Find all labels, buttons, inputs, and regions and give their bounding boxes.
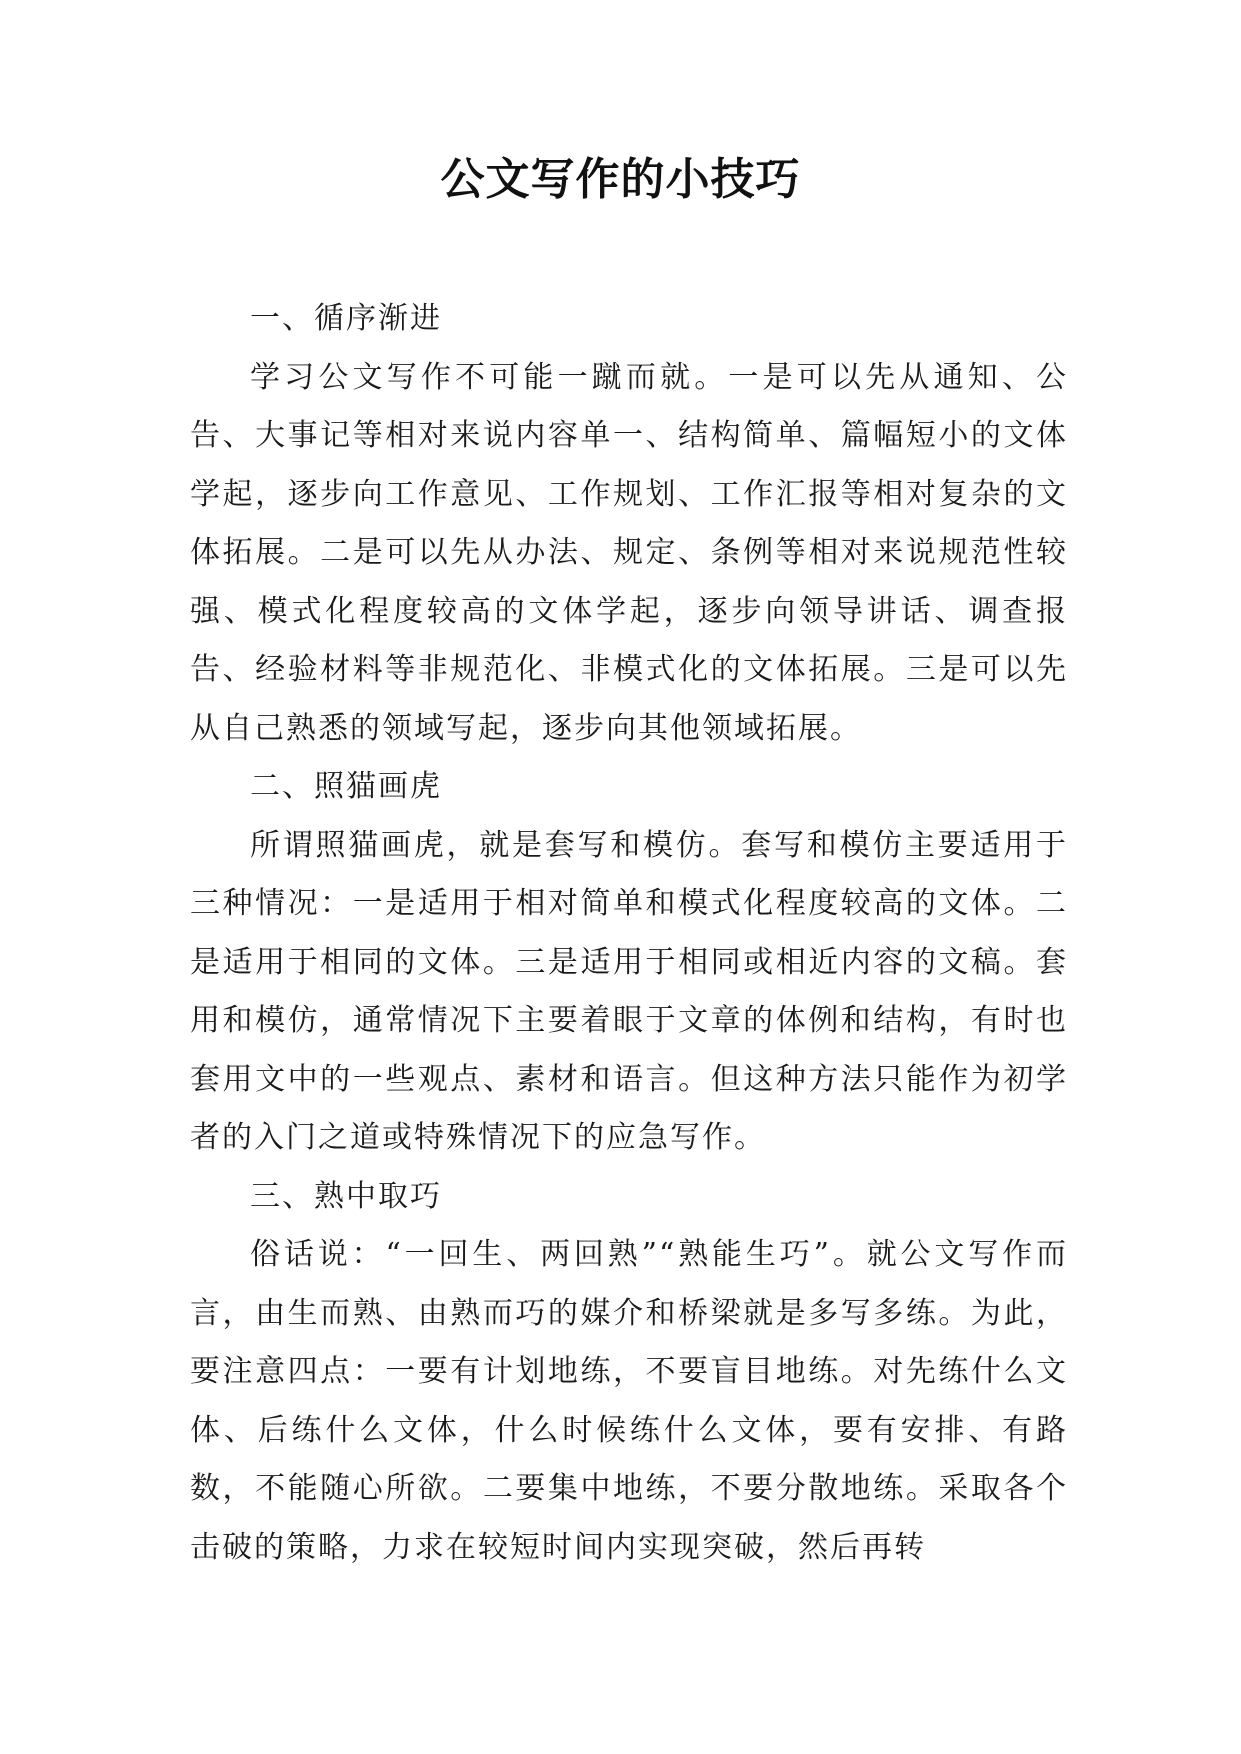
section-heading-2: 二、照猫画虎 [250, 769, 442, 804]
document-body [190, 290, 1068, 1577]
section-paragraph-1: 学习公文写作不可能一蹴而就。一是可以先从通知、公告、大事记等相对来说内容单一、结构简单、篇幅短小的文体学起，逐步向工作意见、工作规划、工作汇报等相对复杂的文体拓展。二是可以先从办法、规定、条例等相对来说规范性较强、模式化程度较高的文体学起，逐步向领导讲话、调查报告、经验材料等非规范化、非模式化的文体拓展。三是可以先从自己熟悉的领域写起，逐步向其他领域拓展。 [190, 359, 1068, 746]
section-paragraph-3: 俗话说：“一回生、两回熟”“熟能生巧”。就公文写作而言，由生而熟、由熟而巧的媒介和桥梁就是多写多练。为此，要注意四点：一要有计划地练，不要盲目地练。对先练什么文体、后练什么文体，什么时候练什么文体，要有安排、有路数，不能随心所欲。二要集中地练，不要分散地练。采取各个击破的策略，力求在较短时间内实现突破，然后再转 [190, 1237, 1068, 1565]
section-heading-3: 三、熟中取巧 [250, 1178, 442, 1214]
section-heading-1: 一、循序渐进 [250, 301, 442, 336]
section-paragraph-2: 所谓照猫画虎，就是套写和模仿。套写和模仿主要适用于三种情况：一是适用于相对简单和模式化程度较高的文体。二是适用于相同的文体。三是适用于相同或相近内容的文稿。套用和模仿，通常情况下主要着眼于文章的体例和结构，有时也套用文中的一些观点、素材和语言。但这种方法只能作为初学者的入门之道或特殊情况下的应急写作。 [190, 827, 1068, 1155]
document-title: 公文写作的小技巧 [440, 154, 801, 205]
